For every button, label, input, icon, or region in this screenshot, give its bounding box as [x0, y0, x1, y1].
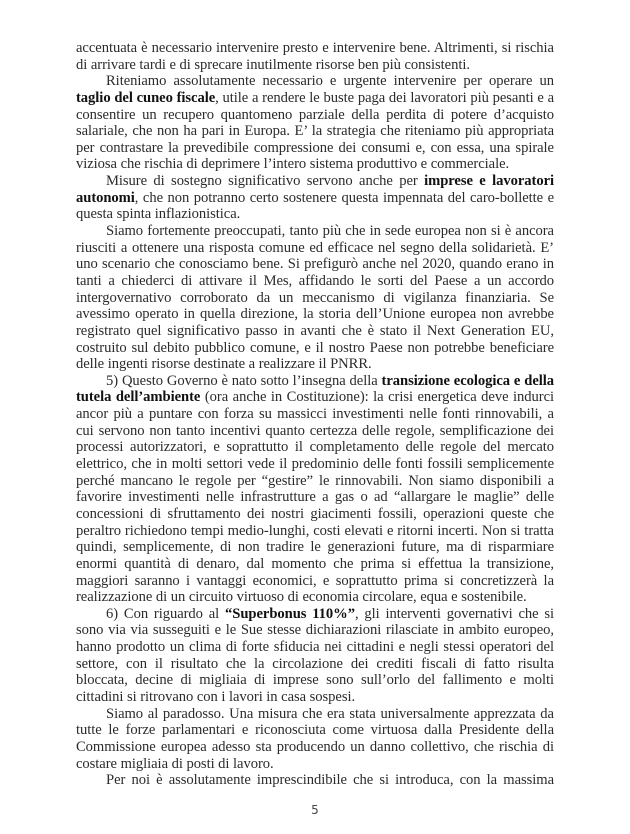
paragraph-imperative [76, 772, 554, 789]
paragraph-text: , utile a rendere le buste paga dei lavoratori più pesanti e a consentire un recupero quantomeno parziale della perdita di potere d’acquisto salariale, che non ha pari in Europa. E’ la strategia che riteniamo più appropriata per contrastare la prevedibile compressione dei consumi e, con essa, una spirale viziosa che rischia di deprimere l’intero sistema produttivo e commerciale. [76, 89, 554, 173]
paragraph-point-5-ecological-transition [76, 373, 554, 606]
paragraph-european-response [76, 223, 554, 373]
paragraph-text: 6) Con riguardo al [106, 605, 226, 622]
page-number: 5 [311, 803, 319, 817]
paragraph-text: Per noi è assolutamente imprescindibile che si introduca, con la massima [106, 772, 554, 789]
paragraph-text: , che non potranno certo sostenere questa impennata del caro-bollette e questa spinta inflazionistica. [76, 189, 554, 223]
paragraph-point-6-superbonus [76, 606, 554, 706]
document-page-body [76, 40, 554, 789]
paragraph-text: accentuata è necessario intervenire presto e intervenire bene. Altrimenti, si rischia di arrivare tardi e di sprecare inutilmente risorse ben più consistenti. [76, 40, 554, 73]
emphasis-businesses: imprese e lavoratori autonomi [76, 173, 555, 206]
paragraph-paradox [76, 706, 554, 773]
emphasis-ecological-transition: transizione ecologica e della tutela dell’ambiente [76, 372, 554, 406]
emphasis-superbonus: “Superbonus 110%” [225, 605, 355, 622]
paragraph-continuation [76, 40, 554, 73]
paragraph-tax-wedge [76, 73, 554, 173]
paragraph-text: 5) Questo Governo è nato sotto l’insegna della [106, 372, 382, 389]
paragraph-text: Misure di sostegno significativo servono anche per [106, 173, 425, 190]
paragraph-text: Siamo al paradosso. Una misura che era stata universalmente apprezzata da tutte le forze parlamentari e riconosciuta come virtuosa dalla Presidente della Commissione europea adesso sta producendo un danno collettivo, che rischia di costare migliaia di posti di lavoro. [76, 705, 554, 772]
emphasis-tax-wedge: taglio del cuneo fiscale [76, 89, 216, 106]
paragraph-businesses [76, 173, 554, 223]
paragraph-text: (ora anche in Costituzione): la crisi energetica deve indurci ancor più a puntare con forza su massicci investimenti nelle fonti rinnovabili, a cui servono non tanto incentivi quanto certezza delle regole, semplificazione dei processi autorizzatori, e soprattutto il completamento delle regole del mercato elettrico, che in molti settori vede il predominio delle fonti fossili semplicemente perché mancano le regole per “gestire” le rinnovabili. Non siamo disponibili a favorire investimenti nelle infrastrutture a gas o ad “allargare le maglie” delle concessioni di sfruttamento dei nostri giacimenti fossili, operazioni queste che peraltro richiedono tempi medio-lunghi, costi elevati e ritorni incerti. Non si tratta quindi, semplicemente, di non tradire le generazioni future, ma di risparmiare enormi quantità di denaro, dal momento che prima si effettua la transizione, maggiori saranno i vantaggi economici, e soprattutto prima si concretizzerà la realizzazione di un circuito virtuoso di economia circolare, equa e sostenibile. [76, 389, 554, 606]
paragraph-text: Riteniamo assolutamente necessario e urgente intervenire per operare un [106, 73, 554, 90]
paragraph-text: Siamo fortemente preoccupati, tanto più che in sede europea non si è ancora riusciti a ottenere una risposta comune ed efficace nel segno della solidarietà. E’ uno scenario che conosciamo bene. Si prefigurò anche nel 2020, quando erano in tanti a chiederci di attivare il Mes, affidando le sorti del Paese a un accordo intergovernativo corroborato da un meccanismo di vigilanza finanziaria. Se avessimo operato in quella direzione, la storia dell’Unione europea non avrebbe registrato quel significativo passo in avanti che è stato il Next Generation EU, costruito sul debito pubblico comune, e il nostro Paese non potrebbe beneficiare delle ingenti risorse destinate a realizzare il PNRR. [76, 223, 554, 373]
paragraph-text: , gli interventi governativi che si sono via via susseguiti e le Sue stesse dichiarazioni rilasciate in ambito europeo, hanno prodotto un clima di forte sfiducia nei cittadini e negli stessi operatori del settore, con il risultato che la circolazione dei crediti fiscali di fatto risulta bloccata, decine di migliaia di imprese sono sull’orlo del fallimento e molti cittadini si ritrovano con i lavori in casa sospesi. [76, 605, 555, 705]
